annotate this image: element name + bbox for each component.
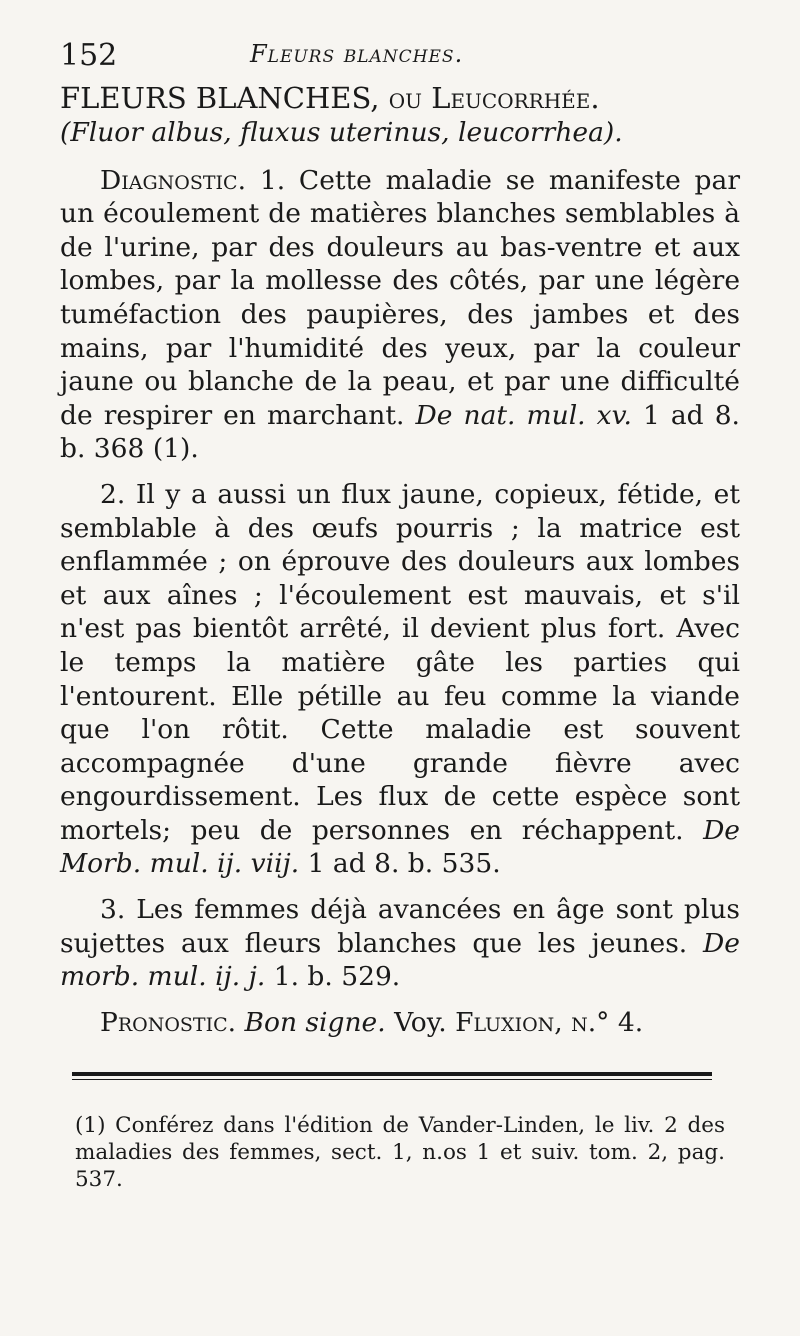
diagnostic-p2-reference: De Morb. mul. ij. viij. — [60, 814, 740, 880]
diagnostic-paragraph-2 — [60, 478, 740, 881]
diagnostic-label: Diagnostic. — [100, 164, 247, 196]
footnote: (1) Conférez dans l'édition de Vander-Linden, le liv. 2 des maladies des femmes, sect. 1, n.os 1 et suiv. tom. 2, pag. 537. — [75, 1112, 725, 1192]
diagnostic-p1-text: 1. Cette maladie se manifeste par un écoulement de matières blanches semblables à de l'urine, par des douleurs au bas-ventre et aux lombes, par la mollesse des côtés, par une légère tuméfaction des paupières, des jambes et des mains, par l'humidité des yeux, par la couleur jaune ou blanche de la peau, et par une difficulté de respirer en marchant. — [60, 164, 740, 431]
diagnostic-p2-reference-tail: 1 ad 8. b. 535. — [307, 848, 501, 880]
entry-title — [60, 80, 740, 116]
entry-title-alt: ou Leucorrhée. — [388, 81, 600, 115]
diagnostic-p1-reference: De nat. mul. xv. — [415, 399, 632, 431]
diagnostic-paragraph-1 — [60, 164, 740, 466]
diagnostic-p2-text: 2. Il y a aussi un flux jaune, copieux, fétide, et semblable à des œufs pourris ; la matrice est enflammée ; on éprouve des douleurs aux lombes et aux aînes ; l'écoulement est mauvais, et s'il n'est pas bientôt arrêté, il devient plus fort. Avec le temps la matière gâte les parties qui l'entourent. Elle pétille au feu comme la viande que l'on rôtit. Cette maladie est souvent accompagnée d'une grande fièvre avec engourdissement. Les flux de cette espèce sont mortels; peu de personnes en réchappent. — [60, 478, 740, 846]
entry-synonyms: (Fluor albus, fluxus uterinus, leucorrhea). — [60, 117, 623, 148]
pronostic-voy: Voy. — [394, 1006, 447, 1038]
diagnostic-paragraph-3 — [60, 893, 740, 994]
pronostic-paragraph — [60, 1006, 740, 1040]
entry-title-main: FLEURS BLANCHES, — [60, 81, 380, 115]
pronostic-label: Pronostic. — [100, 1006, 237, 1038]
pronostic-text: Bon signe. — [244, 1006, 386, 1038]
running-title: Fleurs blanches. — [250, 40, 464, 68]
pronostic-see-also: Fluxion, n.° 4. — [455, 1006, 644, 1038]
diagnostic-p3-reference-tail: 1. b. 529. — [273, 961, 401, 993]
diagnostic-p1-reference-tail: 1 ad 8. b. 368 (1). — [60, 399, 740, 465]
page-body — [60, 80, 740, 1051]
page-header — [60, 38, 740, 78]
footnote-divider-thin — [72, 1079, 712, 1080]
diagnostic-p3-reference: De morb. mul. ij. j. — [60, 927, 740, 993]
page-number: 152 — [60, 38, 118, 73]
diagnostic-p3-text: 3. Les femmes déjà avancées en âge sont plus sujettes aux fleurs blanches que les jeunes. — [60, 894, 740, 959]
footnote-divider — [72, 1072, 712, 1076]
